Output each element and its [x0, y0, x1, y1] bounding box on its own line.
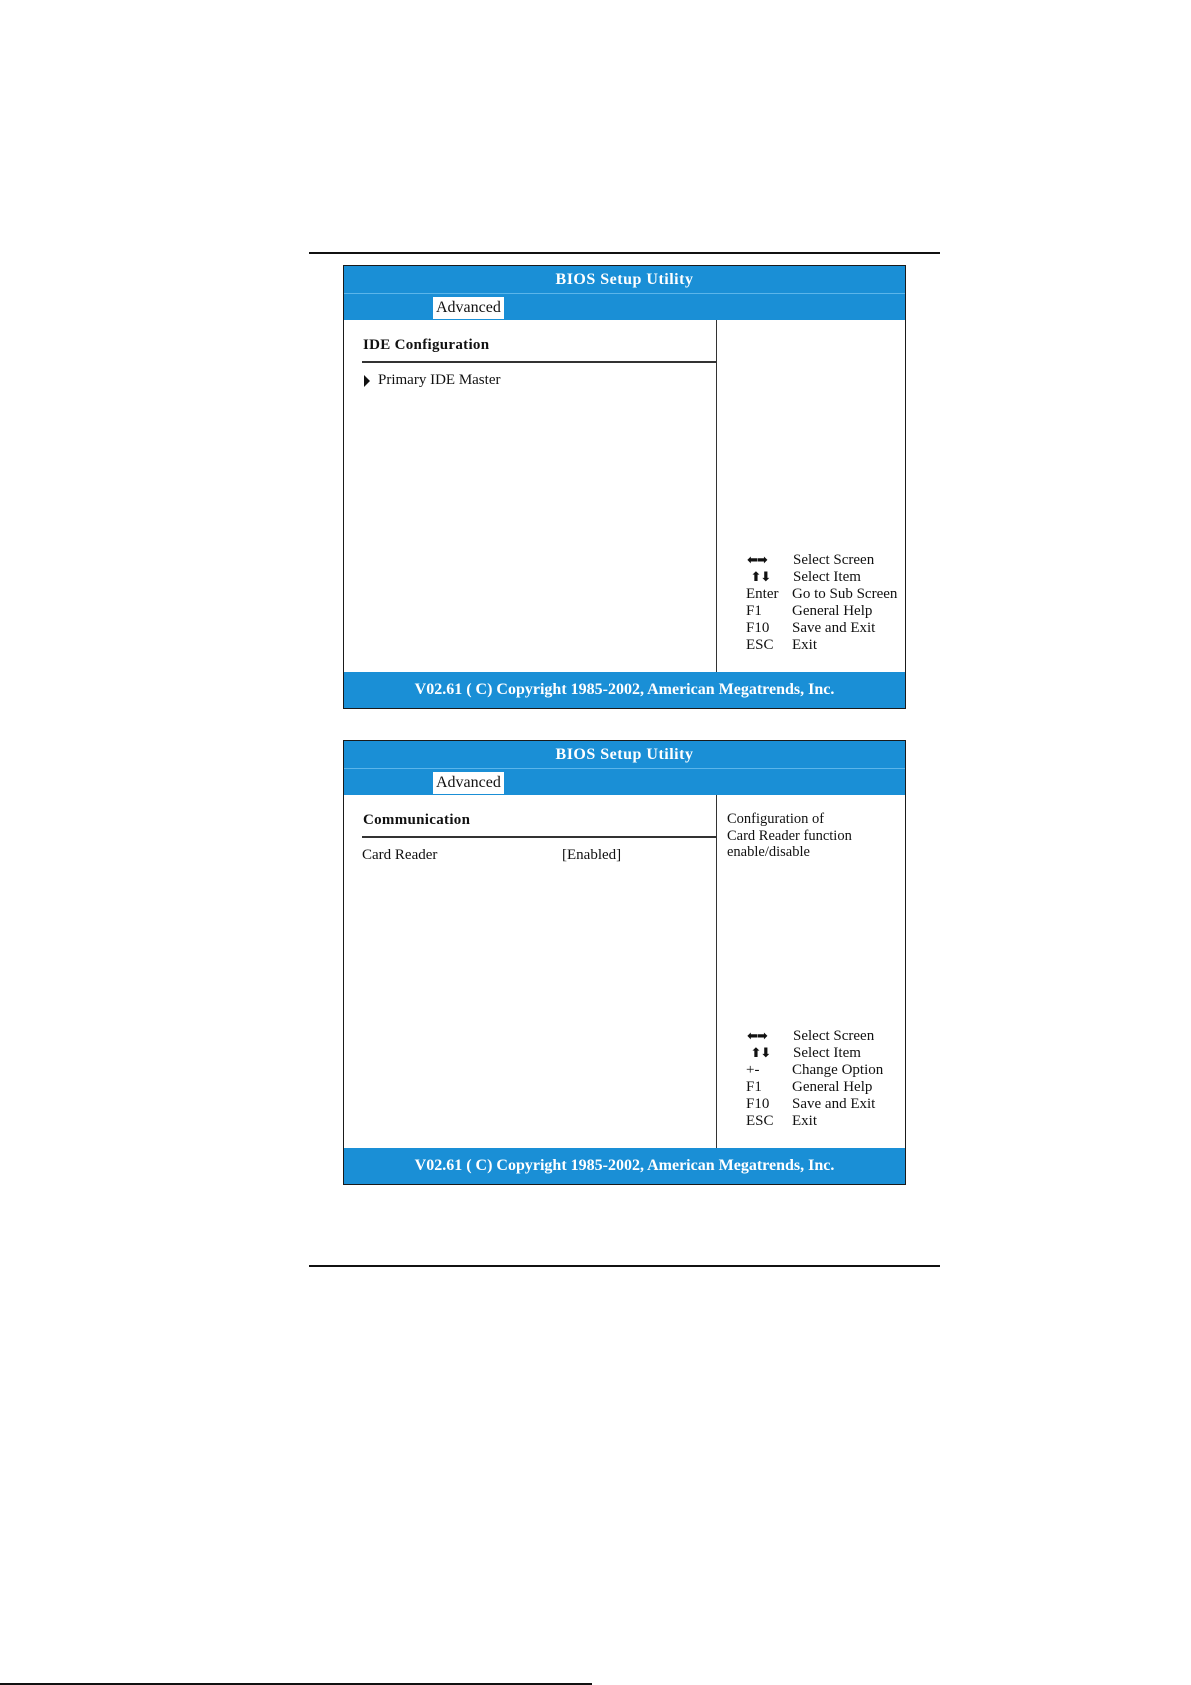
footnote-rule	[0, 1683, 592, 1685]
settings-pane	[344, 795, 717, 1148]
help-line: enable/disable	[727, 844, 810, 860]
legend-row	[746, 620, 897, 637]
bios-content	[344, 795, 905, 1148]
bios-content	[344, 320, 905, 672]
help-line: Configuration of	[727, 811, 825, 827]
legend-row	[746, 1113, 883, 1130]
legend-action: Exit	[792, 1113, 817, 1129]
page-bottom-rule	[309, 1265, 940, 1267]
page-top-rule	[309, 252, 940, 254]
section-divider	[362, 361, 716, 363]
legend-row	[746, 637, 897, 654]
bios-screen-communication	[343, 740, 906, 1185]
section-title: IDE Configuration	[363, 337, 490, 353]
submenu-arrow-icon	[364, 375, 370, 387]
legend-row	[746, 1045, 883, 1062]
legend-action: Save and Exit	[792, 620, 876, 636]
legend-row	[746, 1096, 883, 1113]
legend-action: Save and Exit	[792, 1096, 876, 1112]
legend-key: ESC	[746, 637, 774, 653]
legend-row	[746, 1028, 883, 1045]
legend-action: Change Option	[792, 1062, 884, 1078]
legend-key: +-	[746, 1062, 760, 1078]
tab-advanced[interactable]: Advanced	[433, 297, 504, 319]
legend-key: ESC	[746, 1113, 774, 1129]
legend-key: F10	[746, 620, 770, 636]
bios-menu-bar	[344, 768, 905, 795]
bios-menu-bar	[344, 293, 905, 320]
legend-key: F1	[746, 1079, 762, 1095]
menu-item-label: Primary IDE Master	[378, 372, 501, 388]
legend-action: Go to Sub Screen	[792, 586, 898, 602]
copyright-bar: V02.61 ( C) Copyright 1985-2002, American Megatrends, Inc.	[344, 672, 905, 708]
legend-action: Select Screen	[793, 552, 875, 568]
up-down-arrows-icon: ⬆⬇	[747, 570, 771, 585]
setting-label: Card Reader	[362, 847, 438, 863]
legend-action: Exit	[792, 637, 817, 653]
legend-key: Enter	[746, 586, 779, 602]
help-pane	[717, 320, 905, 672]
legend-key: F10	[746, 1096, 770, 1112]
up-down-arrows-icon: ⬆⬇	[747, 1046, 771, 1061]
key-legend	[746, 552, 897, 654]
legend-key: F1	[746, 603, 762, 619]
section-divider	[362, 836, 716, 838]
setting-card-reader[interactable]	[362, 847, 662, 864]
setting-value[interactable]: [Enabled]	[562, 847, 622, 863]
menu-item-primary-ide-master[interactable]	[364, 372, 500, 389]
bios-title: BIOS Setup Utility	[344, 741, 905, 768]
left-right-arrows-icon: ⬅➡	[747, 1029, 767, 1044]
legend-row	[746, 552, 897, 569]
legend-action: Select Screen	[793, 1028, 875, 1044]
legend-row	[746, 586, 897, 603]
help-pane	[717, 795, 905, 1148]
legend-row	[746, 569, 897, 586]
legend-action: General Help	[792, 603, 873, 619]
copyright-bar: V02.61 ( C) Copyright 1985-2002, American Megatrends, Inc.	[344, 1148, 905, 1184]
settings-pane	[344, 320, 717, 672]
bios-title: BIOS Setup Utility	[344, 266, 905, 293]
help-line: Card Reader function	[727, 827, 852, 844]
legend-action: General Help	[792, 1079, 873, 1095]
legend-action: Select Item	[793, 569, 861, 585]
left-right-arrows-icon: ⬅➡	[747, 553, 767, 568]
legend-action: Select Item	[793, 1045, 861, 1061]
section-title: Communication	[363, 812, 471, 828]
legend-row	[746, 603, 897, 620]
tab-advanced[interactable]: Advanced	[433, 772, 504, 794]
help-text	[727, 811, 907, 861]
bios-screen-ide-configuration	[343, 265, 906, 709]
legend-row	[746, 1062, 883, 1079]
legend-row	[746, 1079, 883, 1096]
key-legend	[746, 1028, 883, 1130]
